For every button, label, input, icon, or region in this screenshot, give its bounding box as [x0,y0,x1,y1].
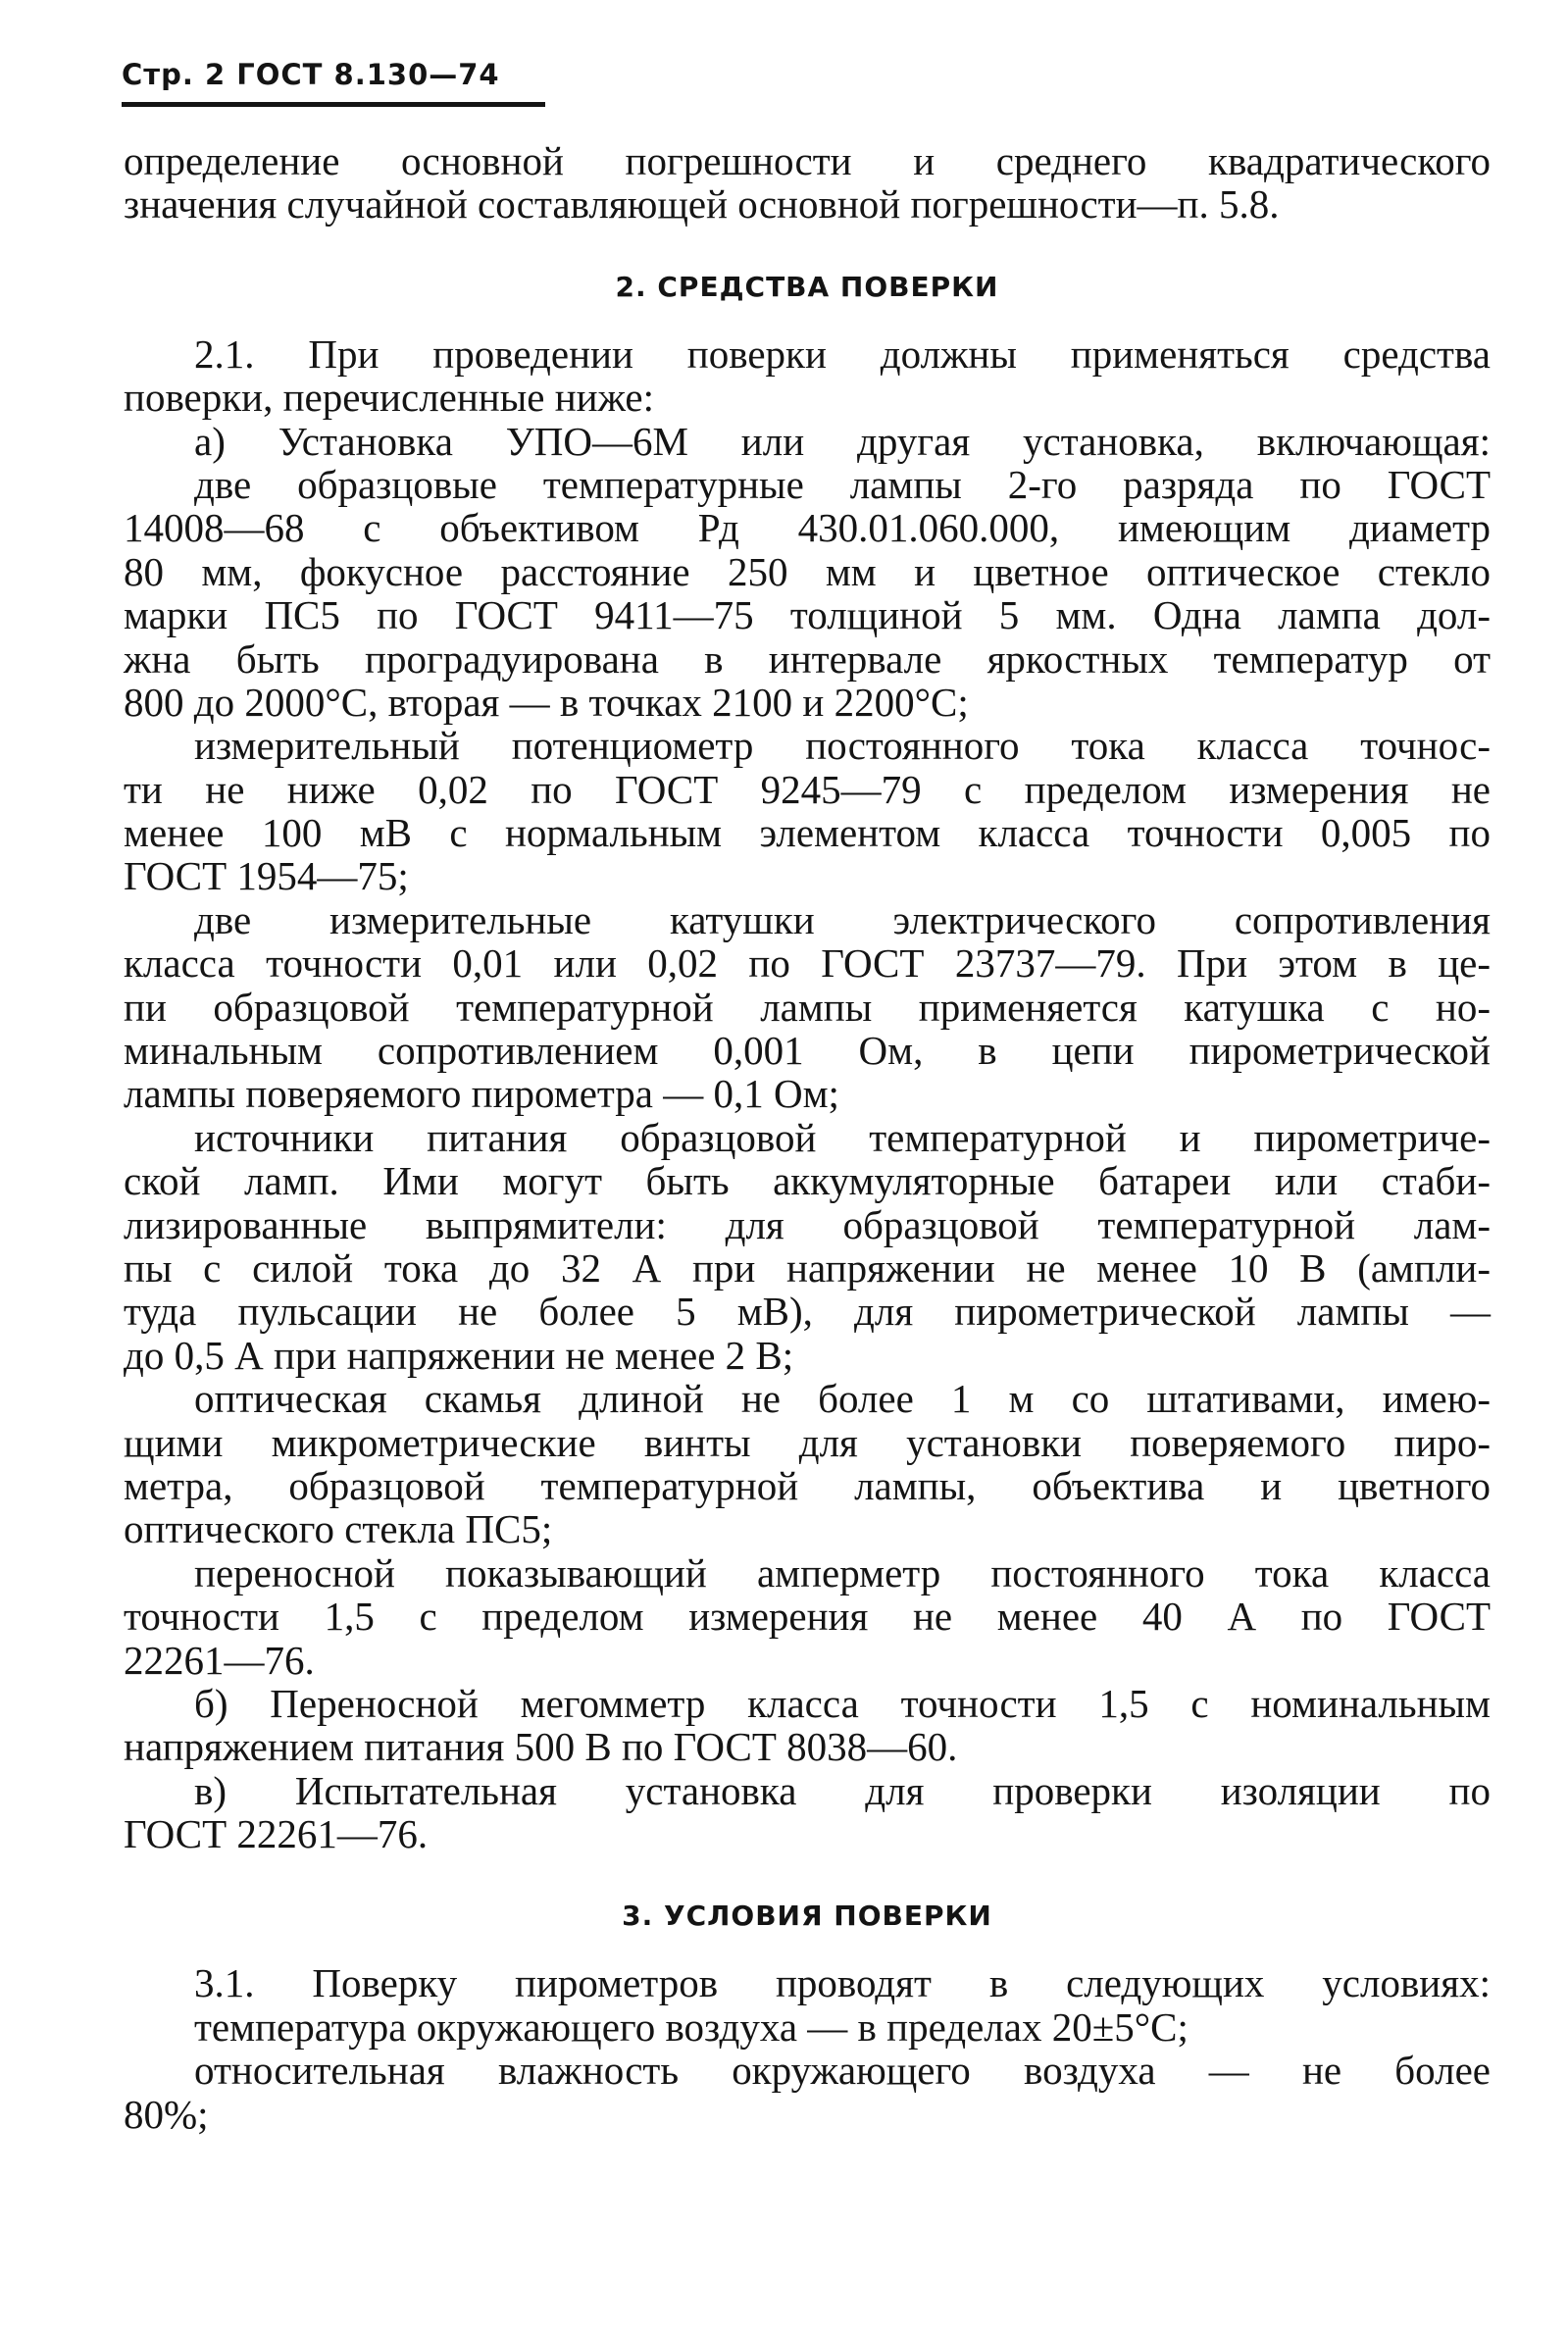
text-line: туда пульсации не более 5 мВ), для пирометрической лампы — [124,1289,1491,1335]
section-title-tools: 2. СРЕДСТВА ПОВЕРКИ [615,270,999,303]
paragraph-coils [124,898,1491,1116]
text-line: пы с силой тока до 32 А при напряжении не менее 10 В (ампли- [124,1244,1491,1291]
paragraph-2-v [124,1769,1491,1856]
section-title-conditions: 3. УСЛОВИЯ ПОВЕРКИ [622,1900,992,1933]
text-line: ской ламп. Ими могут быть аккумуляторные батареи или стаби- [124,1158,1491,1204]
text-line: класса точности 0,01 или 0,02 по ГОСТ 23737—79. При этом в це- [124,940,1491,987]
text-line: жна быть проградуирована в интервале яркостных температур от [124,635,1491,682]
paragraph-power-sources [124,1116,1491,1377]
paragraph-2-1 [124,332,1491,420]
text-line: менее 100 мВ с нормальным элементом класса точности 0,005 по [124,810,1491,856]
document-body [124,139,1491,2136]
text-line: определение основной погрешности и среднего квадратического [124,138,1491,183]
text-line: измерительный потенциометр постоянного тока класса точнос- [194,723,1491,769]
text-line: ГОСТ 22261—76. [124,1811,429,1857]
text-line: две образцовые температурные лампы 2-го разряда по ГОСТ [194,461,1491,507]
intro-paragraph [124,139,1491,227]
paragraph-optical-bench [124,1377,1491,1551]
text-line: 80%; [124,2091,209,2137]
text-line: значения случайной составляющей основной погрешности—п. 5.8. [124,181,1280,228]
paragraph-3-1 [124,1961,1491,2004]
header-rule [122,102,545,107]
text-line: 3.1. Поверку пирометров проводят в следующих условиях: [194,1960,1491,2006]
paragraph-potentiometer [124,724,1491,898]
text-line: ГОСТ 1954—75; [124,853,409,899]
text-line: щими микрометрические винты для установки поверяемого пиро- [124,1419,1491,1465]
text-line: 14008—68 с объективом Рд 430.01.060.000, имеющим диаметр [124,505,1491,551]
paragraph-2-a [124,420,1491,463]
text-line: 2.1. При проведении поверки должны применяться средства [194,330,1491,377]
page-header-text: Стр. 2 ГОСТ 8.130—74 [122,58,500,91]
paragraph-ammeter [124,1551,1491,1682]
paragraph-temperature [124,2005,1491,2049]
text-line: две измерительные катушки электрического сопротивления [194,896,1491,942]
text-line: пи образцовой температурной лампы применяется катушка с но- [124,984,1491,1030]
text-line: в) Испытательная установка для проверки изоляции по [194,1767,1491,1813]
text-line: а) Установка УПО—6М или другая установка, включающая: [194,418,1491,464]
text-line: источники питания образцовой температурной и пирометриче- [194,1114,1491,1160]
text-line: переносной показывающий амперметр постоянного тока класса [194,1549,1491,1596]
text-line: температура окружающего воздуха — в пределах 20±5°С; [194,2003,1189,2050]
text-line: лампы поверяемого пирометра — 0,1 Ом; [124,1071,839,1117]
text-line: относительная влажность окружающего воздуха — не более [194,2048,1491,2094]
text-line: 80 мм, фокусное расстояние 250 мм и цветное оптическое стекло [124,548,1491,594]
text-line: б) Переносной мегомметр класса точности 1,5 с номинальным [194,1680,1491,1726]
text-line: 800 до 2000°С, вторая — в точках 2100 и 2200°С; [124,679,969,725]
text-line: до 0,5 А при напряжении не менее 2 В; [124,1332,794,1378]
text-line: 22261—76. [124,1637,315,1683]
text-line: поверки, перечисленные ниже: [124,375,654,421]
page-header [122,58,545,107]
text-line: оптическая скамья длиной не более 1 м со штативами, имею- [194,1376,1491,1422]
paragraph-lamps [124,463,1491,724]
text-line: марки ПС5 по ГОСТ 9411—75 толщиной 5 мм. Одна лампа дол- [124,592,1491,638]
text-line: оптического стекла ПС5; [124,1506,553,1552]
text-line: напряжением питания 500 В по ГОСТ 8038—60. [124,1724,958,1770]
text-line: метра, образцовой температурной лампы, объектива и цветного [124,1462,1491,1508]
text-line: ти не ниже 0,02 по ГОСТ 9245—79 с пределом измерения не [124,766,1491,812]
text-line: минальным сопротивлением 0,001 Ом, в цепи пирометрической [124,1028,1491,1074]
text-line: лизированные выпрямители: для образцовой температурной лам- [124,1201,1491,1247]
paragraph-humidity [124,2049,1491,2136]
paragraph-2-b [124,1682,1491,1769]
text-line: точности 1,5 с пределом измерения не менее 40 А по ГОСТ [124,1594,1491,1640]
